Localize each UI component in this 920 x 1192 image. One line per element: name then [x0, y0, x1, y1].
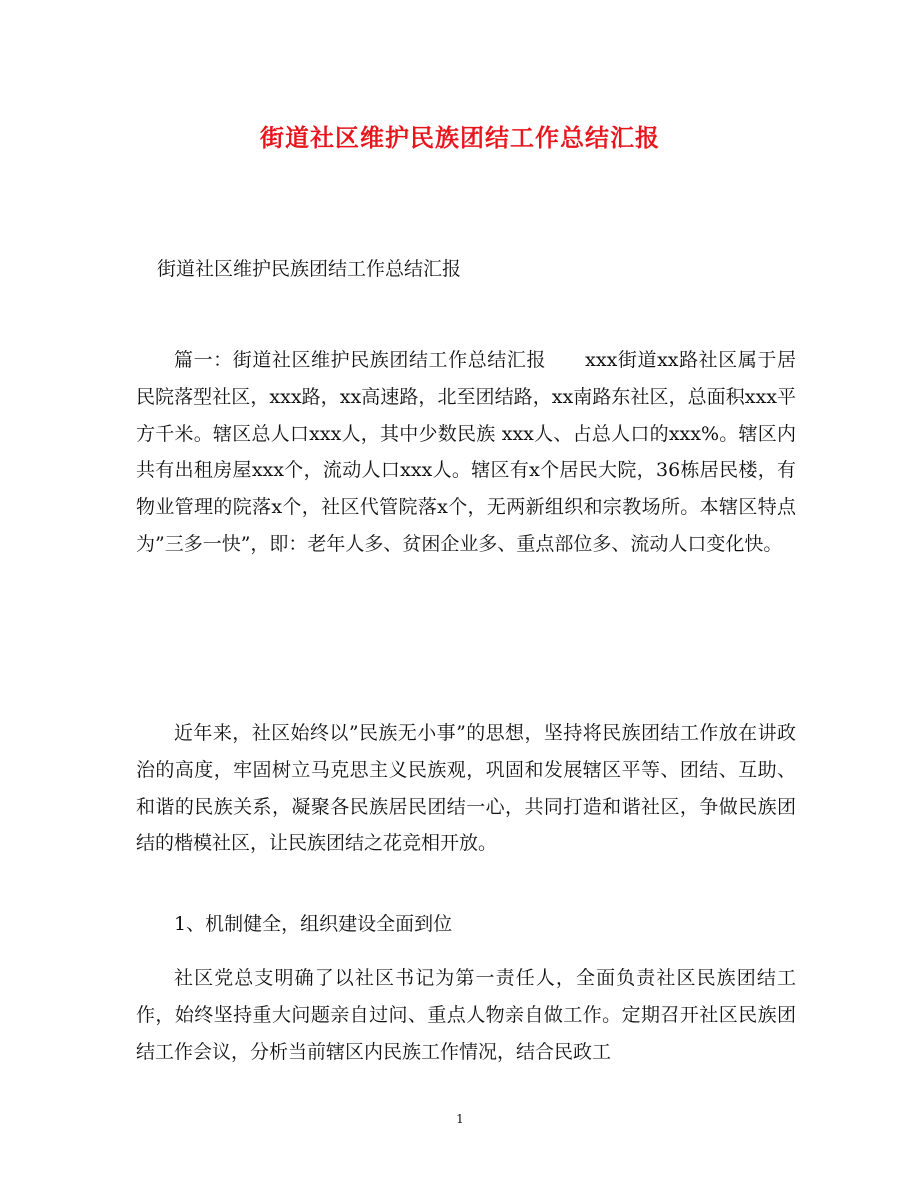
page-number: 1 [456, 1112, 464, 1126]
paragraph-intro: 篇一：街道社区维护民族团结工作总结汇报 xxx街道xx路社区属于居民院落型社区，xxx路，xx高速路，北至团结路，xx南路东社区，总面积xxx平方千米。辖区总人口xxx人，其中少数民族 xxx人、占总人口的xxx%。辖区内共有出租房屋xxx个，流动人口xxx人。辖区有x个居民大院，36栋居民楼，有物业管理的院落x个，社区代管院落x个，无两新组织和宗教场所。本辖区特点为”三多一快”，即：老年人多、贫困企业多、重点部位多、流动人口变化快。 [136, 349, 796, 555]
paragraph-recent-years: 近年来，社区始终以”民族无小事”的思想，坚持将民族团结工作放在讲政治的高度，牢固树立马克思主义民族观，巩固和发展辖区平等、团结、互助、和谐的民族关系，凝聚各民族居民团结一心，共同打造和谐社区，争做民族团结的楷模社区，让民族团结之花竞相开放。 [136, 722, 796, 855]
paragraph-party-branch: 社区党总支明确了以社区书记为第一责任人，全面负责社区民族团结工作，始终坚持重大问题亲自过问、重点人物亲自做工作。定期召开社区民族团结工作会议，分析当前辖区内民族工作情况，结合民政工 [136, 967, 796, 1063]
document-title: 街道社区维护民族团结工作总结汇报 [260, 123, 660, 152]
section-heading-1: 1、机制健全，组织建设全面到位 [174, 913, 453, 935]
document-subtitle: 街道社区维护民族团结工作总结汇报 [157, 258, 462, 280]
